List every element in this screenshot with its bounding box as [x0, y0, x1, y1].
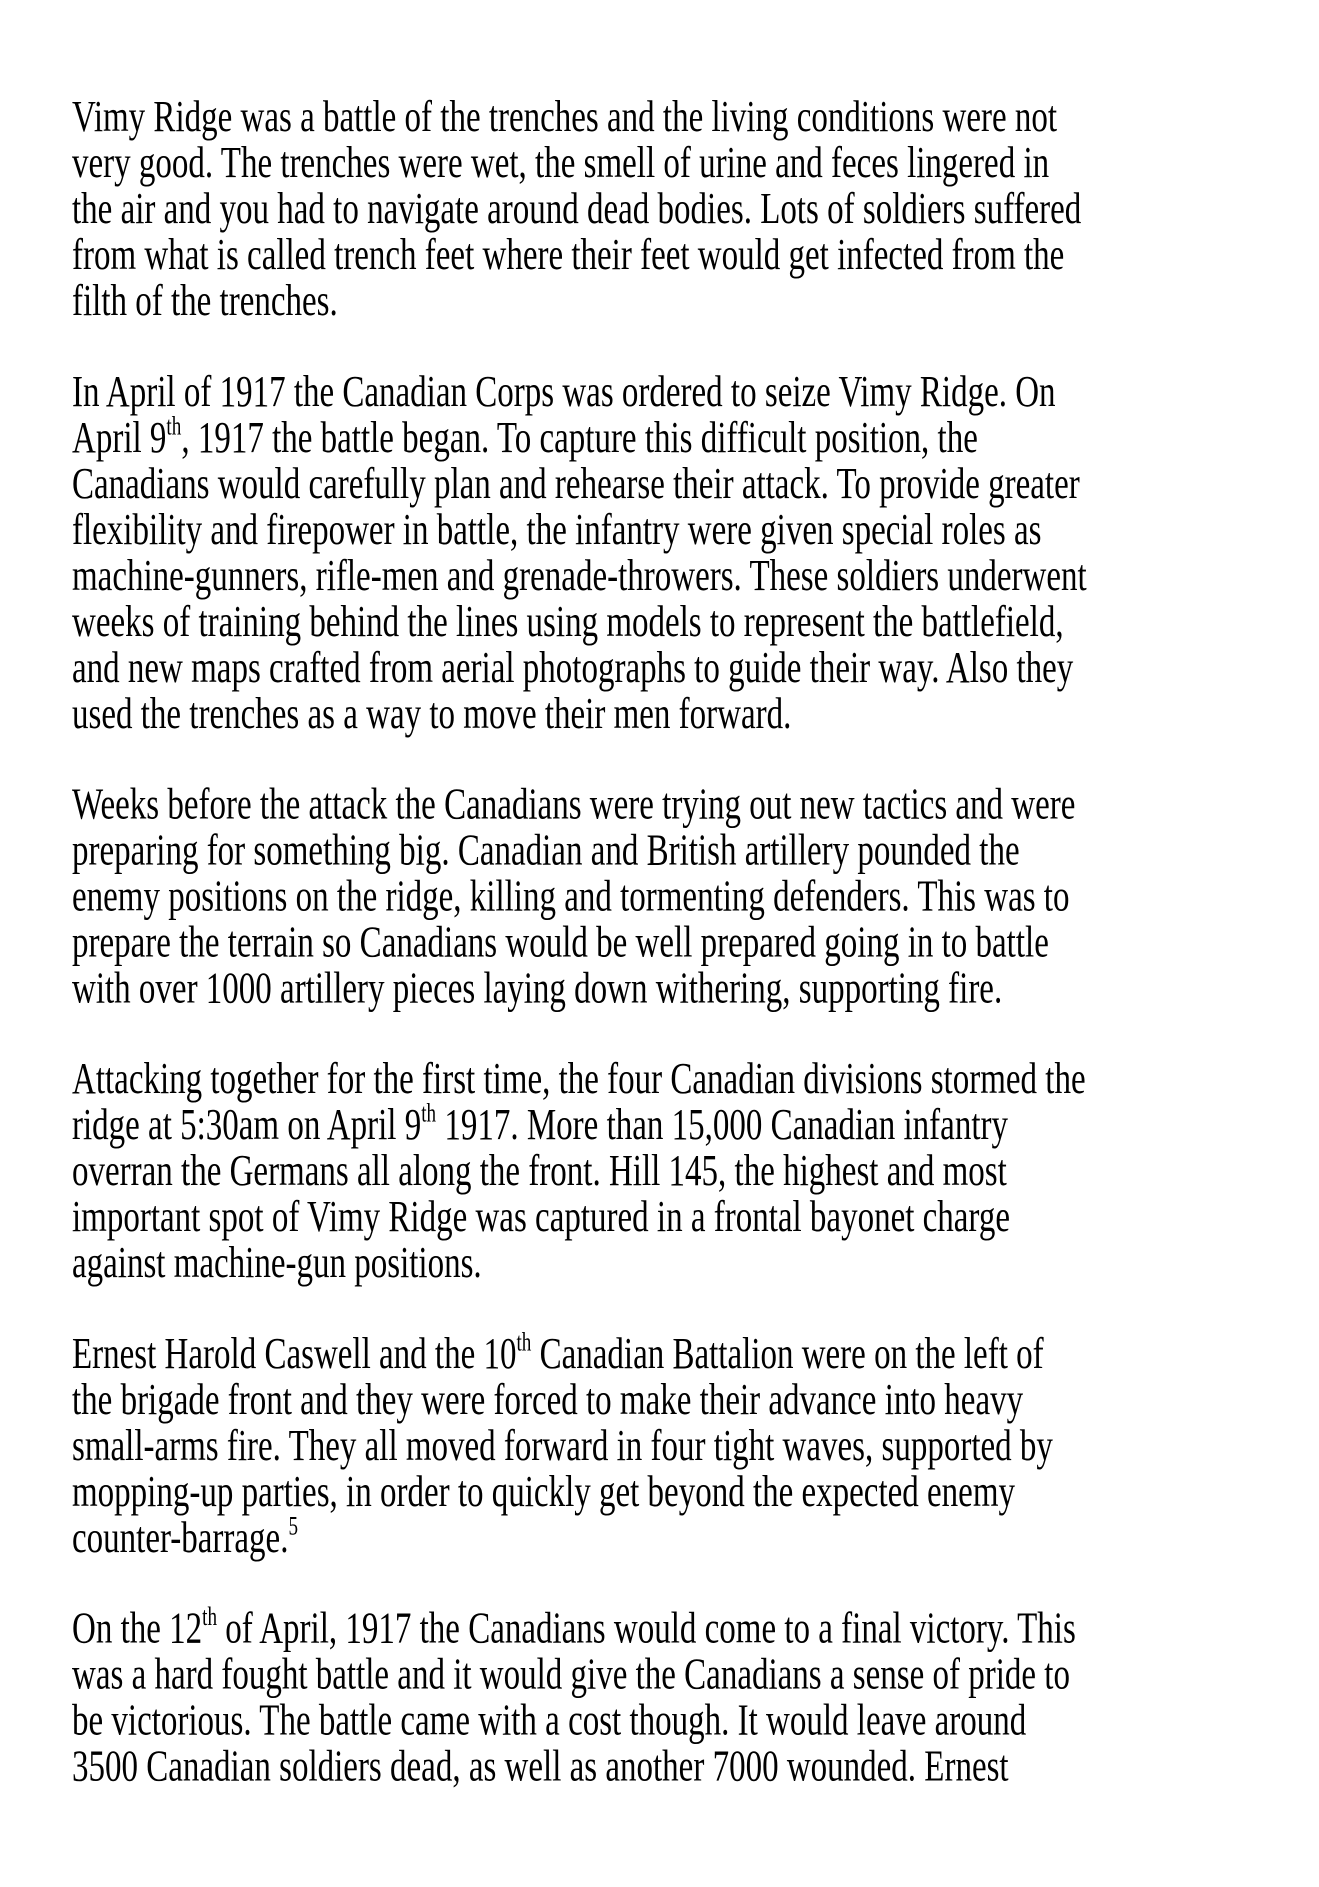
- text-run: against machine-gun positions.: [72, 1239, 482, 1289]
- paragraph: [72, 782, 1087, 1012]
- text-line: [72, 874, 1087, 920]
- text-run: of April, 1917 the Canadians would come to a final victory. This: [217, 1604, 1076, 1654]
- text-line: [72, 966, 1087, 1012]
- text-line: [72, 412, 1087, 463]
- text-run: important spot of Vimy Ridge was captured in a frontal bayonet charge: [72, 1193, 1010, 1243]
- paragraph: [72, 1057, 1087, 1287]
- text-run: overran the Germans all along the front. Hill 145, the highest and most: [72, 1147, 1007, 1197]
- text-run: Weeks before the attack the Canadians were trying out new tactics and were: [72, 780, 1076, 830]
- text-line: [72, 1195, 1087, 1241]
- text-run: very good. The trenches were wet, the smell of urine and feces lingered in: [72, 139, 1050, 189]
- text-run: Canadian Battalion were on the left of: [531, 1329, 1044, 1379]
- text-run: Canadians would carefully plan and rehearse their attack. To provide greater: [72, 460, 1080, 509]
- text-run: small-arms fire. They all moved forward in four tight waves, supported by: [72, 1422, 1053, 1471]
- text-line: [72, 599, 1087, 645]
- text-line: [72, 461, 1087, 507]
- text-line: [72, 1328, 1087, 1379]
- text-line: [72, 1099, 1087, 1151]
- text-line: [72, 828, 1087, 874]
- text-run: was a hard fought battle and it would give the Canadians a sense of pride to: [72, 1650, 1070, 1700]
- text-run: weeks of training behind the lines using models to represent the battlefield,: [72, 598, 1064, 647]
- text-line: [72, 553, 1087, 599]
- text-line: [72, 920, 1087, 966]
- text-line: [72, 1744, 1087, 1790]
- superscript-text: th: [516, 1328, 532, 1358]
- text-run: used the trenches as a way to move their men forward.: [72, 690, 792, 739]
- text-run: flexibility and firepower in battle, the infantry were given special roles as: [72, 506, 1042, 555]
- text-line: [72, 645, 1087, 691]
- text-run: ridge at 5:30am on April 9: [72, 1101, 422, 1151]
- text-block: [72, 0, 1087, 1835]
- superscript-text: th: [202, 1603, 218, 1632]
- text-line: [72, 141, 1087, 187]
- paragraph: [72, 1603, 1087, 1792]
- text-line: [72, 1603, 1087, 1654]
- superscript-text: th: [166, 412, 182, 442]
- text-line: [72, 1698, 1087, 1744]
- text-run: counter-barrage.: [72, 1514, 289, 1563]
- text-line: [72, 691, 1087, 737]
- text-line: [72, 782, 1087, 828]
- text-run: In April of 1917 the Canadian Corps was ordered to seize Vimy Ridge. On: [72, 368, 1056, 417]
- paragraph: [72, 95, 1087, 325]
- text-line: [72, 1057, 1087, 1103]
- text-run: 3500 Canadian soldiers dead, as well as another 7000 wounded. Ernest: [72, 1742, 1009, 1792]
- text-run: and new maps crafted from aerial photographs to guide their way. Also they: [72, 644, 1074, 693]
- text-run: Ernest Harold Caswell and the 10: [72, 1329, 517, 1379]
- text-run: Attacking together for the first time, the four Canadian divisions stormed the: [72, 1055, 1086, 1105]
- paragraph: [72, 1328, 1087, 1563]
- text-run: from what is called trench feet where their feet would get infected from the: [72, 231, 1065, 281]
- paragraph: [72, 369, 1087, 737]
- text-run: filth of the trenches.: [72, 277, 338, 327]
- text-run: be victorious. The battle came with a cost though. It would leave around: [72, 1696, 1027, 1746]
- text-line: [72, 187, 1087, 233]
- text-run: April 9: [72, 414, 167, 463]
- text-line: [72, 95, 1087, 141]
- superscript-text: th: [421, 1099, 437, 1129]
- text-run: On the 12: [72, 1604, 203, 1654]
- text-run: 1917. More than 15,000 Canadian infantry: [436, 1101, 1008, 1151]
- text-run: preparing for something big. Canadian and British artillery pounded the: [72, 826, 1020, 876]
- text-line: [72, 1469, 1087, 1515]
- text-line: [72, 1423, 1087, 1469]
- text-run: enemy positions on the ridge, killing and tormenting defenders. This was to: [72, 872, 1070, 922]
- text-line: [72, 1149, 1087, 1195]
- text-run: Vimy Ridge was a battle of the trenches and the living conditions were not: [72, 93, 1058, 143]
- text-line: [72, 279, 1087, 325]
- text-run: mopping-up parties, in order to quickly get beyond the expected enemy: [72, 1468, 1015, 1517]
- text-line: [72, 1377, 1087, 1423]
- text-run: the brigade front and they were forced to make their advance into heavy: [72, 1376, 1024, 1425]
- superscript-text: 5: [288, 1512, 299, 1542]
- text-line: [72, 369, 1087, 415]
- text-run: the air and you had to navigate around dead bodies. Lots of soldiers suffered: [72, 185, 1082, 235]
- text-line: [72, 1512, 1087, 1563]
- text-line: [72, 233, 1087, 279]
- text-run: machine-gunners, rifle-men and grenade-throwers. These soldiers underwent: [72, 552, 1087, 601]
- text-run: , 1917 the battle began. To capture this difficult position, the: [181, 414, 978, 463]
- text-line: [72, 1241, 1087, 1287]
- text-run: prepare the terrain so Canadians would be well prepared going in to battle: [72, 918, 1049, 968]
- text-line: [72, 1652, 1087, 1698]
- text-line: [72, 507, 1087, 553]
- text-run: with over 1000 artillery pieces laying down withering, supporting fire.: [72, 964, 1003, 1014]
